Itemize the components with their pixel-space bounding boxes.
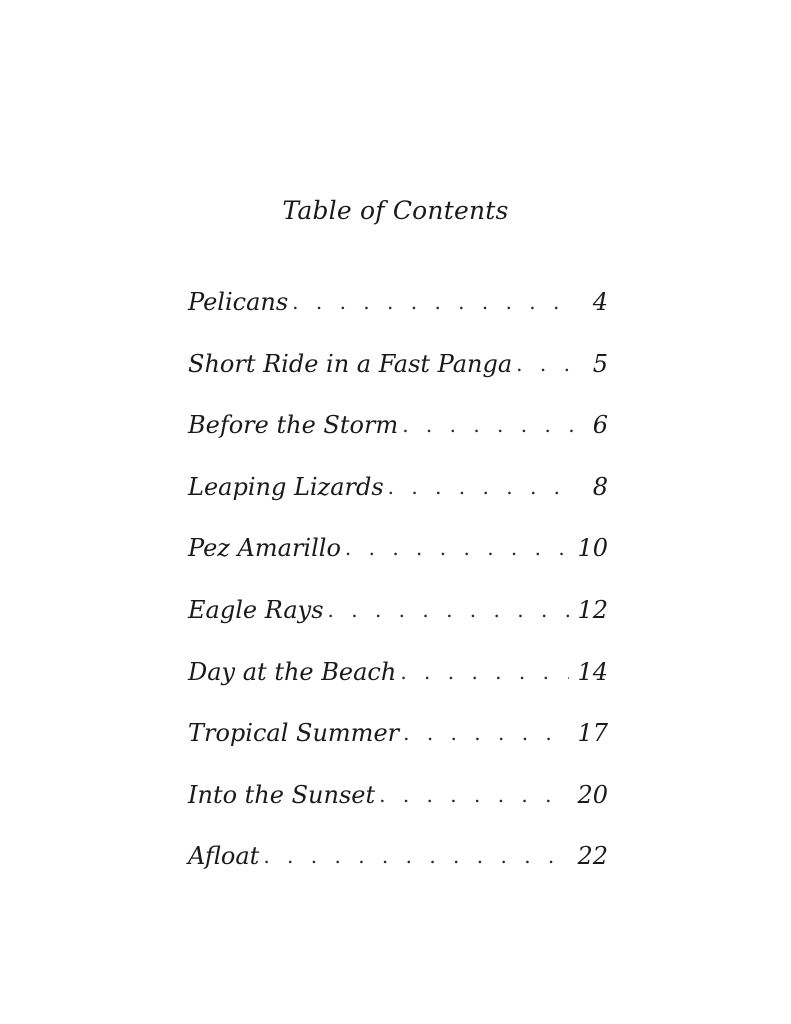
dot-leader	[400, 654, 569, 690]
toc-entry-page-number: 6	[592, 411, 608, 440]
toc-list	[188, 284, 608, 900]
toc-entry-title: Eagle Rays	[188, 595, 324, 624]
toc-entry-page-number: 22	[577, 842, 608, 871]
toc-entry-title: Leaping Lizards	[188, 472, 384, 501]
dot-leader	[345, 530, 570, 566]
dot-leader	[516, 346, 576, 382]
toc-entry-title: Pelicans	[188, 288, 289, 316]
dot-leader	[292, 284, 576, 320]
toc-entry-title: Pez Amarillo	[188, 534, 341, 563]
toc-entry-page-number: 4	[592, 288, 608, 316]
toc-entry-title: Day at the Beach	[188, 657, 397, 686]
toc-entry-page-number: 17	[577, 719, 608, 748]
toc-entry[interactable]	[188, 346, 608, 408]
toc-entry-page-number: 10	[577, 534, 608, 563]
dot-leader	[403, 715, 569, 751]
toc-heading: Table of Contents	[282, 196, 509, 225]
toc-entry[interactable]	[188, 654, 608, 716]
toc-entry-title: Tropical Summer	[188, 719, 400, 748]
toc-entry-page-number: 8	[592, 472, 608, 501]
dot-leader	[328, 592, 570, 628]
toc-entry-page-number: 20	[577, 780, 608, 809]
toc-entry-title: Into the Sunset	[188, 780, 376, 809]
toc-entry-page-number: 12	[577, 595, 608, 624]
toc-entry-page-number: 5	[592, 349, 608, 378]
toc-entry[interactable]	[188, 469, 608, 531]
dot-leader	[388, 469, 576, 505]
toc-entry[interactable]	[188, 284, 608, 346]
toc-entry[interactable]	[188, 777, 608, 839]
dot-leader	[379, 777, 569, 813]
toc-entry-title: Before the Storm	[188, 411, 399, 440]
toc-entry-title: Short Ride in a Fast Panga	[188, 349, 513, 378]
toc-entry[interactable]	[188, 592, 608, 654]
toc-entry-page-number: 14	[577, 657, 608, 686]
dot-leader	[263, 838, 569, 874]
toc-entry-title: Afloat	[188, 842, 260, 871]
dot-leader	[402, 407, 576, 443]
toc-entry[interactable]	[188, 530, 608, 592]
toc-entry[interactable]	[188, 838, 608, 900]
toc-entry[interactable]	[188, 407, 608, 469]
toc-entry[interactable]	[188, 715, 608, 777]
